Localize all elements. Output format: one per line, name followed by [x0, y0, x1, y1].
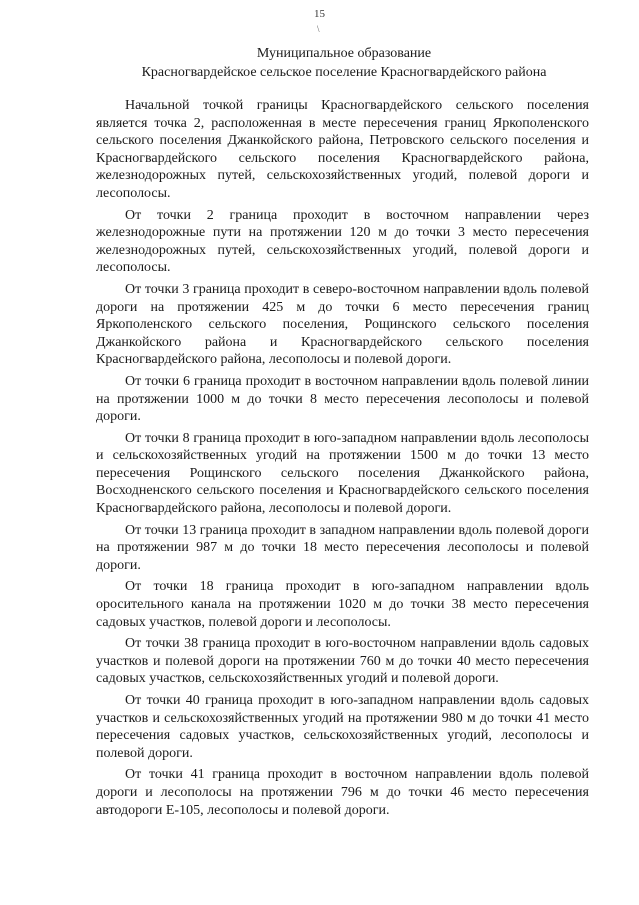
paragraph: От точки 41 граница проходит в восточном направлении вдоль полевой дороги и лесополосы на протяжении 796 м до точки 46 место пересечения автодороги Е-105, лесополосы и полевой дороги.	[96, 767, 589, 818]
document-body	[96, 97, 589, 823]
document-header	[96, 44, 592, 82]
paragraph: От точки 38 граница проходит в юго-восточном направлении вдоль садовых участков и полевой дороги на протяжении 760 м до точки 40 место пересечения садовых участков, сельскохозяйственных угодий и полевой дороги.	[96, 636, 589, 687]
paragraph: От точки 3 граница проходит в северо-восточном направлении вдоль полевой дороги на протяжении 425 м до точки 6 место пересечения границ Яркополенского сельского поселения, Рощинского сельского поселения Джанкойского района и Красногвардейского сельского поселения Красногвардейского района, лесополосы и полевой дороги.	[96, 281, 589, 368]
paragraph: От точки 13 граница проходит в западном направлении вдоль полевой дороги на протяжении 987 м до точки 18 место пересечения лесополосы и полевой дороги.	[96, 522, 589, 573]
paragraph: От точки 6 граница проходит в восточном направлении вдоль полевой линии на протяжении 1000 м до точки 8 место пересечения лесополосы и полевой дороги.	[96, 373, 589, 425]
header-line-2: Красногвардейское сельское поселение Красногвардейского района	[141, 65, 547, 80]
paragraph: Начальной точкой границы Красногвардейского сельского поселения является точка 2, расположенная в месте пересечения границ Яркополенского сельского поселения Джанкойского района, Петровского сельского поселения и Красногвардейского сельского поселения Красногвардейского района, железнодорожных путей, сельскохозяйственных угодий, полевой дороги и лесополосы.	[96, 98, 589, 201]
paragraph: От точки 40 граница проходит в юго-западном направлении вдоль садовых участков и сельскохозяйственных угодий на протяжении 980 м до точки 41 место пересечения садовых участков, сельскохозяйственных угодий, лесополосы и полевой дороги.	[96, 693, 589, 761]
scan-speck: \	[317, 24, 320, 34]
paragraph: От точки 8 граница проходит в юго-западном направлении вдоль лесополосы и сельскохозяйственных угодий на протяжении 1500 м до точки 13 место пересечения Рощинского сельского поселения Джанкойского района, Восходненского сельского поселения и Красногвардейского сельского поселения Красногвардейского района, лесополосы и полевой дороги.	[96, 430, 589, 517]
paragraph: От точки 18 граница проходит в юго-западном направлении вдоль оросительного канала на протяжении 1020 м до точки 38 место пересечения садовых участков, полевой дороги и лесополосы.	[96, 579, 589, 630]
paragraph: От точки 2 граница проходит в восточном направлении через железнодорожные пути на протяжении 120 м до точки 3 место пересечения железнодорожных путей, сельскохозяйственных угодий, полевой дороги и лесополосы.	[96, 207, 589, 276]
page-number: 15	[314, 8, 325, 20]
header-line-1: Муниципальное образование	[256, 46, 432, 61]
